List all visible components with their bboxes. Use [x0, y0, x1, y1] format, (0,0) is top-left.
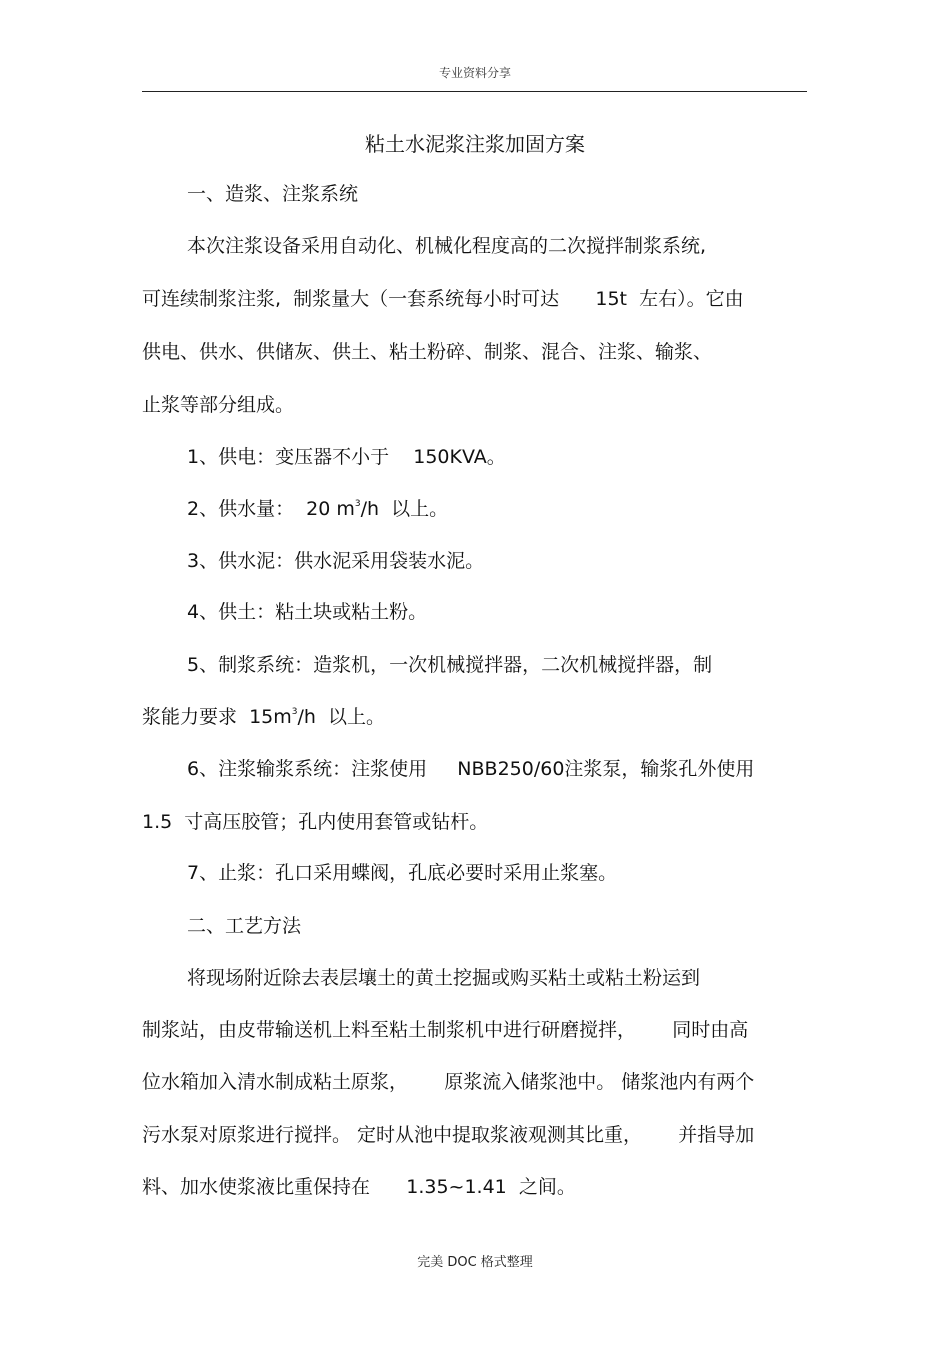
paragraph-line: 可连续制浆注浆, 制浆量大（一套系统每小时可达 15t 左右）。它由 — [142, 288, 744, 310]
superscript: 3 — [291, 707, 298, 717]
paragraph-line: 料、加水使浆液比重保持在 1.35~1.41 之间。 — [142, 1176, 576, 1198]
page-header: 专业资料分享 — [438, 66, 511, 80]
list-item-text: /h 以上。 — [360, 498, 449, 520]
list-item-continuation — [142, 704, 807, 730]
section-heading: 一、造浆、注浆系统 — [187, 183, 359, 205]
paragraph-line: 位水箱加入清水制成粘土原浆， 原浆流入储浆池中。 储浆池内有两个 — [142, 1071, 755, 1093]
paragraph-line: 止浆等部分组成。 — [142, 394, 295, 416]
list-item-text: /h 以上。 — [297, 706, 386, 728]
list-item: 5、制浆系统：造浆机，一次机械搅拌器，二次机械搅拌器，制 — [187, 654, 713, 676]
section-heading: 二、工艺方法 — [187, 915, 302, 937]
list-item-continuation: 1.5 寸高压胶管；孔内使用套管或钻杆。 — [142, 811, 489, 833]
list-item: 7、止浆：孔口采用蝶阀，孔底必要时采用止浆塞。 — [187, 862, 618, 884]
paragraph-line: 本次注浆设备采用自动化、机械化程度高的二次搅拌制浆系统, — [187, 235, 707, 257]
paragraph-line: 制浆站，由皮带输送机上料至粘土制浆机中进行研磨搅拌， 同时由高 — [142, 1019, 749, 1041]
page-title: 粘土水泥浆注浆加固方案 — [365, 132, 585, 156]
list-item: 1、供电：变压器不小于 150KVA。 — [187, 446, 506, 468]
paragraph-line: 污水泵对原浆进行搅拌。 定时从池中提取浆液观测其比重， 并指导加 — [142, 1124, 755, 1146]
list-item-text: 浆能力要求 15m — [142, 706, 292, 728]
list-item: 4、供土：粘土块或粘土粉。 — [187, 601, 428, 623]
list-item: 3、供水泥：供水泥采用袋装水泥。 — [187, 550, 485, 572]
superscript: 3 — [354, 499, 361, 509]
paragraph-line: 将现场附近除去表层壤土的黄土挖掘或购买粘土或粘土粉运到 — [187, 967, 701, 989]
header-divider — [142, 91, 807, 92]
page-footer: 完美 DOC 格式整理 — [417, 1255, 533, 1270]
list-item — [187, 496, 807, 522]
list-item-text: 2、供水量： 20 m — [187, 498, 355, 520]
list-item: 6、注浆输浆系统：注浆使用 NBB250/60注浆泵，输浆孔外使用 — [187, 758, 755, 780]
paragraph-line: 供电、供水、供储灰、供土、粘土粉碎、制浆、混合、注浆、输浆、 — [142, 341, 713, 363]
